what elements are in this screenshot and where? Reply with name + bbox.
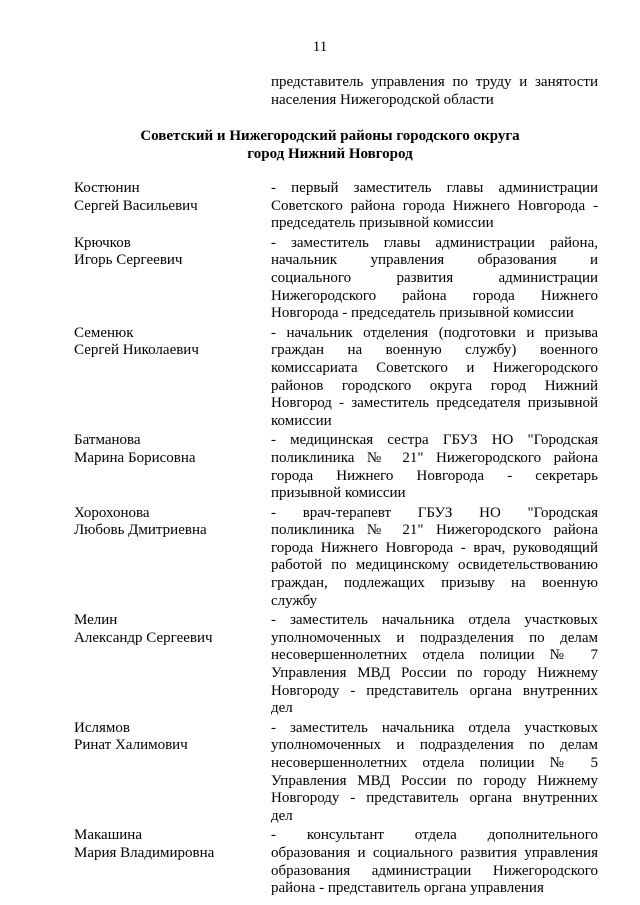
member-role-line: работой по медицинскому освидетельствованию bbox=[271, 557, 598, 574]
member-name bbox=[74, 505, 271, 540]
member-role-line: службу bbox=[271, 592, 318, 609]
member-role-line: комиссариата Советского и Нижегородского bbox=[271, 359, 598, 376]
member-role-line: образования и социального развития управления bbox=[271, 844, 598, 861]
member-role-line: граждан на военную службу) военного bbox=[271, 342, 598, 359]
member-role-line: поликлиника № 21" Нижегородского района bbox=[271, 522, 598, 539]
member-name bbox=[74, 180, 271, 215]
member-role-line: района - представитель органа управления bbox=[271, 880, 544, 897]
member-role-line: Новгорода - председатель призывной комиссии bbox=[271, 305, 574, 322]
member-name bbox=[74, 827, 271, 862]
member-row bbox=[74, 720, 598, 826]
section-heading-line: город Нижний Новгород bbox=[247, 146, 413, 162]
member-row bbox=[74, 180, 598, 233]
member-surname: Костюнин bbox=[74, 180, 140, 196]
member-row bbox=[74, 432, 598, 502]
member-row bbox=[74, 612, 598, 718]
member-role-line: - заместитель главы администрации района, bbox=[271, 234, 598, 251]
member-role-line: - заместитель начальника отдела участковых bbox=[271, 719, 598, 736]
member-role-line: комиссии bbox=[271, 412, 332, 429]
commission-member-list bbox=[74, 180, 598, 900]
member-role-line: социального развития администрации bbox=[271, 269, 598, 286]
member-role-line: Новгороду - представитель органа внутренних bbox=[271, 790, 598, 807]
member-surname: Батманова bbox=[74, 432, 141, 449]
member-name bbox=[74, 432, 271, 467]
member-given-name: Ринат Халимович bbox=[74, 737, 188, 754]
member-given-name: Сергей Николаевич bbox=[74, 342, 199, 359]
carryover-line: представитель управления по труду и занятости bbox=[271, 74, 598, 90]
carryover-text bbox=[271, 73, 598, 109]
member-role-line: Советского района города Нижнего Новгорода - bbox=[271, 197, 598, 214]
member-role-line: председатель призывной комиссии bbox=[271, 215, 494, 232]
member-role bbox=[271, 235, 598, 323]
page-number: 11 bbox=[312, 39, 328, 55]
member-role-line: Управления МВД России по городу Нижнему bbox=[271, 665, 598, 682]
member-row bbox=[74, 505, 598, 611]
member-role-line: призывной комиссии bbox=[271, 485, 406, 502]
member-role bbox=[271, 325, 598, 431]
member-role-line: - первый заместитель главы администрации bbox=[271, 180, 598, 196]
member-given-name: Сергей Васильевич bbox=[74, 197, 198, 214]
member-name bbox=[74, 235, 271, 270]
member-given-name: Мария Владимировна bbox=[74, 844, 215, 861]
member-role-line: Новгород - заместитель председателя призывной bbox=[271, 395, 598, 412]
member-role-line: несовершеннолетних отдела полиции № 7 bbox=[271, 647, 598, 664]
member-given-name: Марина Борисовна bbox=[74, 449, 196, 466]
member-row bbox=[74, 235, 598, 323]
member-name bbox=[74, 325, 271, 360]
member-role bbox=[271, 720, 598, 826]
member-role-line: образования администрации Нижегородского bbox=[271, 862, 598, 879]
member-surname: Крючков bbox=[74, 234, 131, 251]
member-role-line: - начальник отделения (подготовки и призыва bbox=[271, 324, 598, 341]
member-role bbox=[271, 432, 598, 502]
member-surname: Хорохонова bbox=[74, 504, 150, 521]
member-role-line: Управления МВД России по городу Нижнему bbox=[271, 772, 598, 789]
member-role bbox=[271, 612, 598, 718]
member-role-line: - заместитель начальника отдела участковых bbox=[271, 612, 598, 629]
member-role-line: дел bbox=[271, 700, 293, 717]
member-role-line: граждан, подлежащих призыву на военную bbox=[271, 575, 598, 592]
member-surname: Семенюк bbox=[74, 324, 134, 341]
member-role bbox=[271, 505, 598, 611]
member-given-name: Любовь Дмитриевна bbox=[74, 522, 207, 539]
member-surname: Макашина bbox=[74, 827, 142, 844]
member-given-name: Александр Сергеевич bbox=[74, 629, 213, 646]
member-surname: Мелин bbox=[74, 612, 118, 629]
member-role-line: Новгороду - представитель органа внутренних bbox=[271, 682, 598, 699]
member-role-line: уполномоченных и подразделения по делам bbox=[271, 737, 598, 754]
member-role-line: уполномоченных и подразделения по делам bbox=[271, 629, 598, 646]
member-role-line: - врач-терапевт ГБУЗ НО "Городская bbox=[271, 504, 598, 521]
member-name bbox=[74, 720, 271, 755]
member-role-line: поликлиника № 21" Нижегородского района bbox=[271, 449, 598, 466]
member-row bbox=[74, 325, 598, 431]
member-role-line: - консультант отдела дополнительного bbox=[271, 827, 598, 844]
member-role bbox=[271, 180, 598, 233]
member-role-line: несовершеннолетних отдела полиции № 5 bbox=[271, 755, 598, 771]
section-heading-line: Советский и Нижегородский районы городского округа bbox=[140, 128, 520, 144]
member-role-line: города Нижнего Новгорода - врач, руководящий bbox=[271, 539, 598, 556]
member-role bbox=[271, 827, 598, 897]
member-surname: Ислямов bbox=[74, 719, 130, 736]
carryover-line: населения Нижегородской области bbox=[271, 92, 494, 108]
member-row bbox=[74, 827, 598, 897]
member-name bbox=[74, 612, 271, 647]
section-heading bbox=[60, 127, 600, 163]
member-role-line: районов городского округа город Нижний bbox=[271, 377, 598, 394]
member-given-name: Игорь Сергеевич bbox=[74, 252, 183, 269]
member-role-line: Нижегородского района города Нижнего bbox=[271, 287, 598, 304]
member-role-line: города Нижнего Новгорода - секретарь bbox=[271, 467, 598, 484]
member-role-line: дел bbox=[271, 807, 293, 824]
member-role-line: начальник управления образования и bbox=[271, 252, 598, 269]
member-role-line: - медицинская сестра ГБУЗ НО "Городская bbox=[271, 432, 598, 449]
